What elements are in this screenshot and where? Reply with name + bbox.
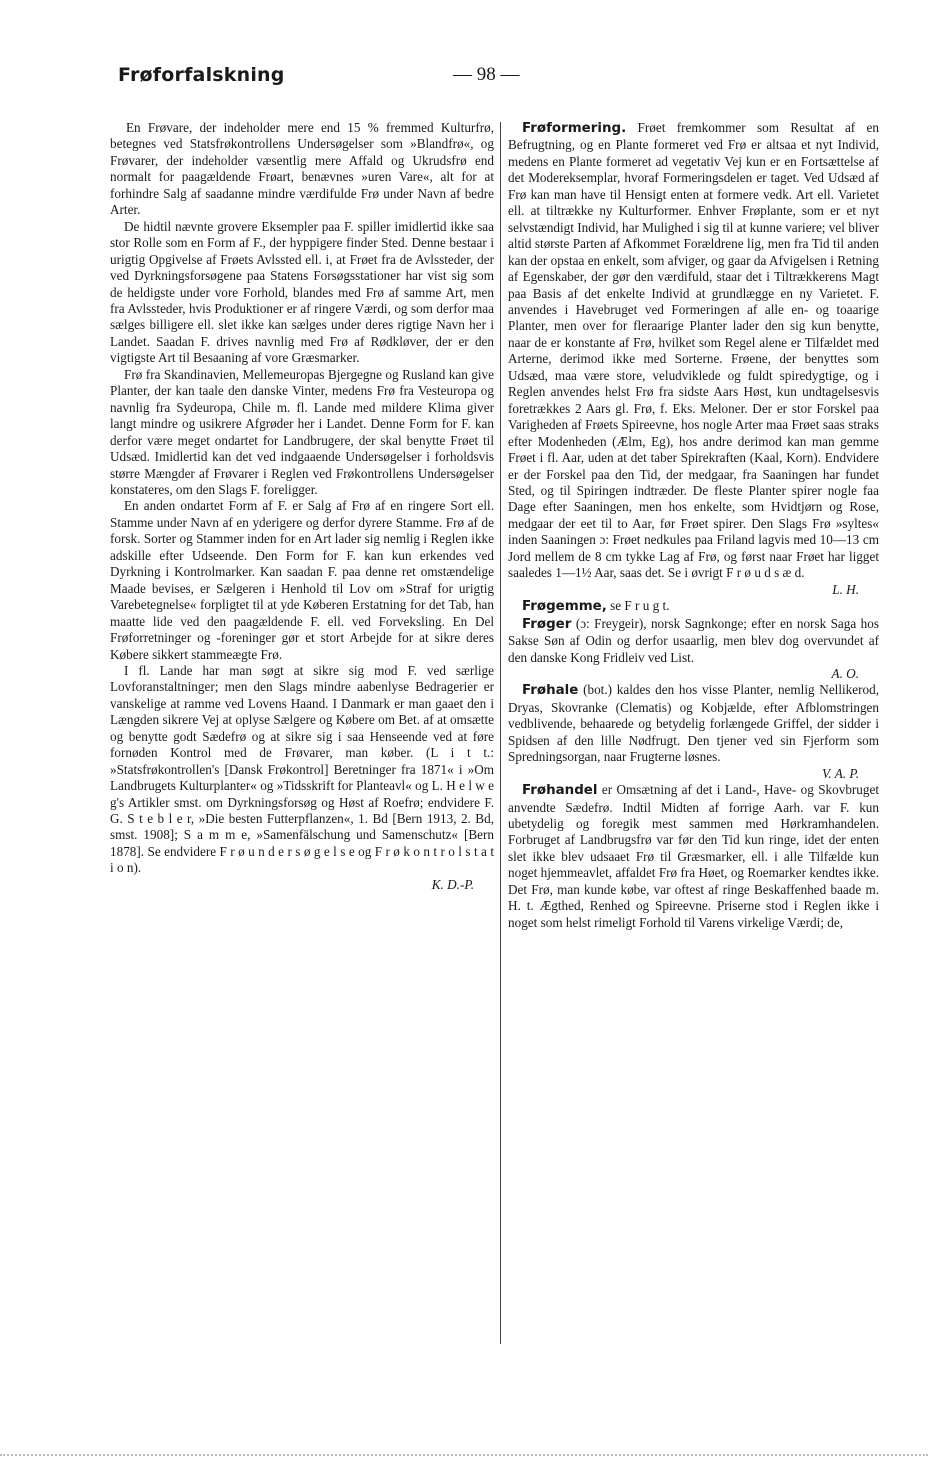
right-column [508, 120, 879, 931]
paragraph: En anden ondartet Form af F. er Salg af Frø af en ringere Sort ell. Stamme under Navn af en yderigere og derfor dyrere Stamme. Frø af de forsk. Sorter og Stammer inden for en Art lader sig nemlig i Reglen ikke adskille efter Udseende. Den Form for F. kan kun erkendes ved Dyrkning i Kontrolmarker. Kan saadan F. paa denne ret omstændelige Maade bevises, er Sælgeren i Henhold til Lov om »Straf for urigtig Varebetegnelse« forpligtet til at yde Køberen Erstatning for det Tab, han maatte lide ved den paagældende F. ell. ved Forveksling. En Del Frøforretninger og -foreninger gør et stort Arbejde for at sikre deres Købere sikkert stammeægte Frø. [110, 498, 494, 662]
entry-text: er Omsætning af det i Land-, Have- og Skovbruget anvendte Sædefrø. Indtil Midten af forrige Aarh. var F. kun ubetydelig og foregik mest sammen med Hørkramhandelen. Forbruget af Landbrugsfrø var før den Tid kun ringe, idet der enten slet ikke blev udsaaet Frø til Græsmarker, ell. i alle Tilfælde kun noget hjemmeavlet, affaldet Frø fra Høet, og Roemarker kendtes ikke. Det Frø, man kunde købe, var oftest af ringe Beskaffenhed baade m. H. t. Ægthed, Renhed og Spireevne. Priserne stod i Reglen ikke i noget som helst rimeligt Forhold til Varens virkelige Værdi; de, [508, 782, 880, 930]
entry-headword: Frøger [522, 616, 572, 632]
entry-headword: Frøhale [522, 683, 579, 699]
left-column [110, 120, 494, 893]
column-divider [500, 122, 501, 1344]
entry [508, 782, 879, 931]
entry [508, 120, 879, 582]
page-header [118, 64, 818, 98]
entry-headword: Frøhandel [522, 783, 598, 799]
entry-text: Frøet fremkommer som Resultat af en Befrugtning, og en Plante formeret ved Frø er altsaa et nyt Individ, medens en Plante formeret ad vegetativ Vej kun er en Fortsættelse af det Modereksemplar, hvoraf Formeringsdelen er taget. Ved Udsæd af Frø kan man have til Hensigt enten at formere vedk. Art ell. Varietet ell. at tiltrække ny Kulturformer. Enhver Frøplante, som er et nyt selvstændigt Individ, har Mulighed i sig til at kunne variere; vel bliver altid største Parten af Afkommet Forældrene lig, men fra Tid til anden kan der opstaa en enkelt, som afviger, og gaar da Afvigelsen i Retning af Egenskaber, der gør den værdifuld, staar det i Tiltrækkerens Magt paa Basis af det enkelte Individ at grundlægge en ny Varietet. F. anvendes i Havebruget ved Formeringen af alle en- og toaarige Planter, men over for fleraarige Planter lader den sig kun benytte, naar de er konstante af Frø, hvilket som Regel alene er Tilfældet med Arterne, derimod ikke med Sorterne. Frøene, der benyttes som Udsæd, maa være store, veludviklede og fuldt spiredygtige, og i Reglen anvendes helst Frø fra sidste Aars Høst, kun undtagelsesvis foretrækkes 2 Aars gl. Frø, f. Eks. Meloner. Der er stor Forskel paa Varigheden af Frøets Spireevne, hos nogle Arter maa Frøet saas straks efter Modenheden (Ælm, Eg), hos andre derimod kan man gemme Frøet i fl. Aar, uden at det taber Spirekraften (Kaal, Korn). Endvidere er der Forskel paa den Tid, der medgaar, fra Saaningen har fundet Sted, og til Spiringen indtræder. De fleste Planter spirer nogle faa Dage efter Saaningen, men hos enkelte, som Hvidtjørn og Rose, medgaar der eet til to Aar, før Frøet spirer. Den Slags Frø »syltes« inden Saaningen ɔ: Frøet nedkules paa Friland lagvis med 10—13 cm Jord mellem de 8 cm tykke Lag af Frø, og først naar Frøet har ligget saaledes 1—1½ Aar, saas det. Se i øvrigt F r ø u d s æ d. [508, 120, 880, 581]
entry-text: (ɔ: Freygeir), norsk Sagnkonge; efter en norsk Saga hos Sakse Søn af Odin og derfor usaarlig, men blev dog overvundet af den danske Kong Fridleiv ved List. [508, 615, 879, 665]
entry-text: (bot.) kaldes den hos visse Planter, nemlig Nellikerod, Dryas, Skovranke (Clematis) og Kobjælde, efter Afblomstringen vedblivende, behaarede og betydelig forlængede Griffel, der sidder i Spidsen af den lille Nødfrugt. Den tjener ved sin Fjerform som Spredningsorgan, naar Frugterne løsnes. [508, 682, 880, 765]
entry [508, 682, 879, 765]
entry-headword: Frøformering. [522, 121, 627, 136]
author-signature: V. A. P. [821, 765, 859, 781]
paragraph: En Frøvare, der indeholder mere end 15 % fremmed Kulturfrø, betegnes ved Statsfrøkontrollens Undersøgelser som »Blandfrø«, og Frøvarer, der indeholder væsentlig mere Affald og Ukrudsfrø end normalt for paagældende Frøart, benævnes »uren Vare«, alt for at forhindre Salg af saadanne mindre værdifulde Frø under Navn af bedre Arter. [110, 120, 494, 218]
paragraph: Frø fra Skandinavien, Mellemeuropas Bjergegne og Rusland kan give Planter, der kan taale den danske Vinter, medens Frø fra Vesteuropa og navnlig fra Sydeuropa, Chile m. fl. Lande med mildere Klima giver langt mindre og usikrere Afgrøder her i Landet. Denne Form for F. kan derfor være meget ondartet for Landbrugere, der skal benytte Frøet til Udsæd. Imidlertid kan det ved indgaaende Undersøgelser i forholdsvis større Mængder af Frøvarer i Reglen ved Frøkontrollens Undersøgelser konstateres, om den Slags F. foreligger. [110, 366, 494, 497]
entry [508, 598, 879, 615]
scan-edge-dots [0, 1454, 928, 1458]
entry-headword: Frøgemme, [522, 599, 607, 615]
running-title: Frøforfalskning [118, 64, 285, 86]
author-signature: A. O. [831, 665, 859, 681]
entry-text: se F r u g t. [610, 598, 670, 614]
entry [508, 616, 879, 666]
author-signature: K. D.-P. [431, 876, 474, 892]
page-number: — 98 — [453, 64, 520, 85]
author-signature: L. H. [832, 581, 859, 597]
paragraph: I fl. Lande har man søgt at sikre sig mod F. ved særlige Lovforanstaltninger; men den Slags mindre aabenlyse Bedragerier er vanskelige at ramme ved Lovens Haand. I Danmark er man gaaet den i Længden sikrere Vej at oplyse Sælgere og Købere om Bet. af at omsætte og benytte godt Sædefrø og at sikre sig i saa Henseende ved at føre fornøden Kontrol med de Frøvarer, man køber. (L i t t.: »Statsfrøkontrollen's [Dansk Frøkontrol] Beretninger fra 1871« i »Om Landbrugets Kulturplanter« og »Tidsskrift for Planteavl« og L. H e l w e g's Artikler smst. om Dyrkningsforsøg og Høst af Roefrø; endvidere F. G. S t e b l e r, »Die besten Futterpflanzen«, 1. Bd [Bern 1913, 2. Bd, smst. 1908]; S a m m e, »Samenfälschung und Samenschutz« [Bern 1878]. Se endvidere F r ø u n d e r s ø g e l s e og F r ø k o n t r o l s t a t i o n). [110, 662, 494, 876]
paragraph: De hidtil nævnte grovere Eksempler paa F. spiller imidlertid ikke saa stor Rolle som en Form af F., der hyppigere finder Sted. Denne bestaar i urigtig Opgivelse af Frøets Avlssted ell. i, at Frøet fra de Avlssteder, der ved Dyrkningsforsøgene paa Statens Forsøgsstationer har vist sig som de heldigste under vore Forhold, blandes med Frø af samme Art, men fra Avlssteder, hvis Produktioner er af ringere Værdi, og som derfor maa sælges billigere ell. slet ikke kan sælges under deres rigtige Navn her i Landet. Saadan F. drives navnlig med Frø af Rødkløver, der er den vigtigste Art til Besaaning af vore Græsmarker. [110, 218, 494, 366]
